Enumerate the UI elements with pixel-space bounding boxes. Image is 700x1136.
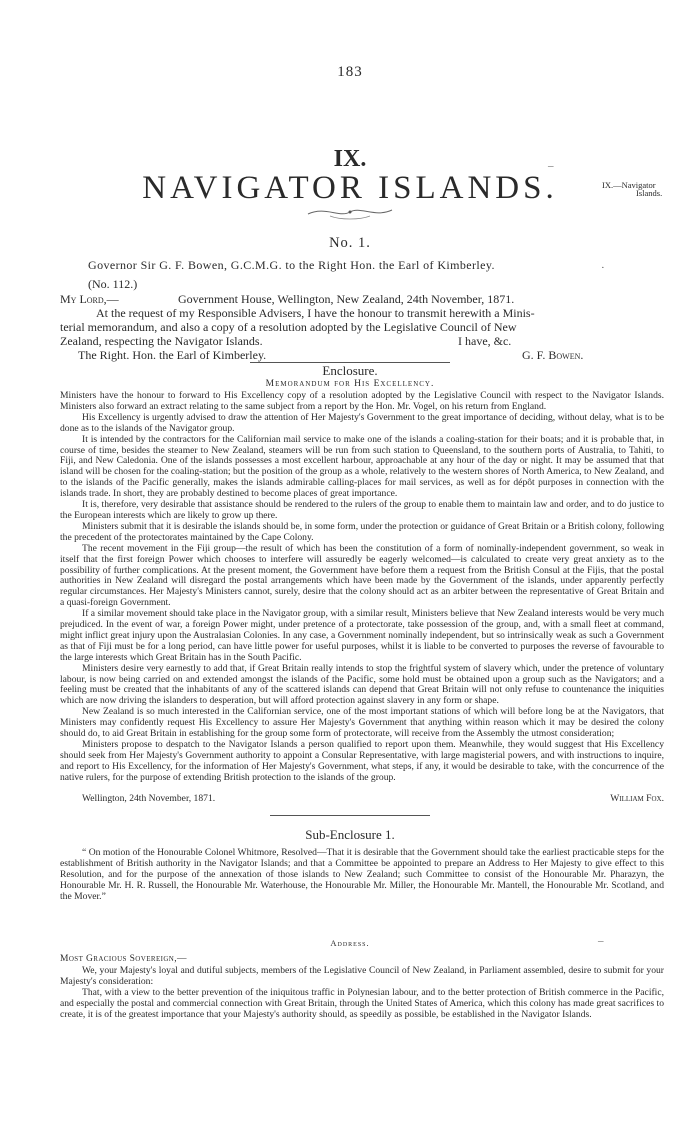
sub-enclosure-title: Sub-Enclosure 1.: [305, 827, 395, 842]
page-number: 183: [337, 64, 363, 80]
address-salutation: Most Gracious Sovereign,—: [60, 954, 187, 964]
memo-date: Wellington, 24th November, 1871.: [82, 793, 216, 804]
memo-paragraph: The recent movement in the Fiji group—the result of which has been the constitution of a form of nominally-independent government, so weak in itself that the first foreign Power which chooses to interfere will assuredly be eagerly welcomed—is calculated to create very great anxiety as to the possibility of further complications. At the present moment, the Government have before them a request from the British Consul at the Fijis, that the postal authorities in New Zealand will disregard the postal arrangements which have been made by the Government of the islands, under apparently perfectly regular circumstances. Her Majesty's Ministers cannot, surely, desire that the colony should act as an arbiter between the representative of Great Britain and a quasi-foreign Government.: [60, 542, 664, 609]
address-paragraph: We, your Majesty's loyal and dutiful subjects, members of the Legislative Council of New Zealand, in Parliament assembled, desire to submit for your Majesty's consideration:: [60, 965, 664, 987]
address-title: Address.: [330, 938, 370, 948]
address-body: [60, 966, 664, 1021]
letter-body-line-3: Zealand, respecting the Navigator Islands.: [60, 334, 263, 348]
letter-signature: G. F. Bowen.: [522, 348, 584, 362]
memo-paragraph: Ministers have the honour to forward to His Excellency copy of a resolution adopted by the Legislative Council with respect to the Navigator Islands. Ministers also forward an extract relating to the same subject from a report by the Hon. Mr. Vogel, on his return from England.: [60, 390, 664, 412]
memo-paragraph: Ministers submit that it is desirable the islands should be, in some form, under the protection or guidance of Great Britain or a British colony, following the precedent of the protectorates maintained by the Cape Colony.: [60, 520, 664, 543]
section-numeral: IX.: [333, 146, 367, 172]
memo-signature: William Fox.: [610, 793, 664, 804]
letter-number: No. 1.: [329, 235, 371, 251]
divider-rule: [270, 815, 430, 816]
memo-paragraph: New Zealand is so much interested in the Californian service, one of the most important stations of which will before long be at the Navigators, that Ministers may confidently request His Excellency to assure Her Majesty's Government that anything within reason which it may be desired the colony should do, to aid Great Britain in establishing for the group some form of protectorate, will receive from the Assembly the utmost consideration;: [60, 706, 664, 740]
memo-paragraph: Ministers desire very earnestly to add that, if Great Britain really intends to stop the frightful system of slavery which, under the pretence of voluntary labour, is now being carried on and extended amongst the islands of the Pacific, some hold must be obtained upon a group such as the Navigators; and a feeling must be created that the inhabitants of any of the scattered islands can depend that Great Britain will not only refuse to countenance the iniquities which are now driving the islanders to desperation, but will afford protection against slavery in any form or shape.: [60, 662, 664, 707]
memo-title: Memorandum for His Excellency.: [265, 379, 435, 389]
resolution-paragraph: “ On motion of the Honourable Colonel Whitmore, Resolved—That it is desirable that the Government should take the earliest practicable steps for the establishment of British authority in the Navigator Islands; and that a Committee be appointed to prepare an Address to Her Majesty to give effect to this Resolution, and for the purpose of the annexation of those islands to New Zealand; such Committee to consist of the Honourable Mr. Pharazyn, the Honourable Mr. H. R. Russell, the Honourable Mr. Waterhouse, the Honourable Mr. Miller, the Honourable Mr. Mantell, the Honourable Mr. Scotland, and the Mover.”: [60, 847, 664, 902]
letter-ref: (No. 112.): [88, 277, 138, 291]
memo-paragraph: It is intended by the contractors for the Californian mail service to make one of the islands a coaling-station for their boats; and it is probable that, in course of time, besides the steamer to New Zealand, steamers will be run from such station to Queensland, to the southern ports of Australia, to Tahiti, to Fiji, and New Caledonia. One of the islands possesses a most excellent harbour, approachable at any hour of the day or night. It may be assumed that that island will be chosen for the coaling-station; but the position of the group as a whole, relatively to the western shores of North America, to New Zealand, and to the islands of the Pacific generally, makes the islands admirable calling-places for mail services, as well as for dépôt purposes in connection with the islands trade. In short, they are probably destined to become places of great importance.: [60, 433, 664, 500]
section-title: NAVIGATOR ISLANDS.: [142, 170, 558, 206]
margin-note-line-1: IX.—Navigator: [602, 180, 656, 190]
letter-body-line-2: terial memorandum, and also a copy of a resolution adopted by the Legislative Council of New: [60, 320, 517, 334]
memorandum-body: [60, 391, 664, 784]
letter-salutation: My Lord,—: [60, 292, 119, 306]
memo-paragraph: Ministers propose to despatch to the Navigator Islands a person qualified to report upon them. Meanwhile, they would suggest that His Excellency should seek from Her Majesty's Government authority to appoint a Consular Representative, with large magisterial powers, and with instructions to inquire, and report to His Excellency, for the information of Her Majesty's Government, what steps, if any, it would be desirable to take, with the concurrence of the native rulers, for the purpose of extending British protection to the islands of the group.: [60, 739, 664, 783]
memo-paragraph: If a similar movement should take place in the Navigator group, with a similar result, Ministers believe that New Zealand interests would be very much prejudiced. In the event of war, a foreign Power might, under pretence of a protectorate, take possession of the group, and, with a small fleet at command, might inflict great injury upon the Australasian Colonies. In any case, a Government nominally independent, but so intrinsically weak as such a Government as that of Fiji must be for a long period, can have little power for useful purposes, whilst it is liable to be converted to purposes the reverse of favourable to the large interests which Great Britain has in the South Pacific.: [60, 608, 664, 663]
margin-mark-icon: ·: [601, 262, 605, 274]
memo-paragraph: It is, therefore, very desirable that assistance should be rendered to the rulers of the group to enable them to maintain law and order, and to do justice to the European interests which are likely to grow up there.: [60, 499, 664, 521]
letter-addressee: The Right. Hon. the Earl of Kimberley.: [78, 348, 267, 362]
letter-closing: I have, &c.: [458, 334, 512, 348]
enclosure-title: Enclosure.: [322, 363, 378, 378]
decorative-flourish-icon: [300, 202, 400, 222]
letter-heading: Governor Sir G. F. Bowen, G.C.M.G. to the Right Hon. the Earl of Kimberley.: [88, 258, 495, 272]
margin-note: [602, 181, 692, 197]
memo-signature-row: [60, 793, 664, 804]
resolution-body: [60, 848, 664, 903]
margin-mark-icon: –: [548, 160, 554, 172]
memo-paragraph: His Excellency is urgently advised to draw the attention of Her Majesty's Government to the great importance of deciding, without delay, what is to be done as to the islands of the Navigator group.: [60, 411, 664, 434]
margin-mark-icon: –: [598, 935, 604, 947]
address-paragraph: That, with a view to the better prevention of the iniquitous traffic in Polynesian labour, and to the better protection of British commerce in the Pacific, and especially the postal and commercial connection with Great Britain, through the United States of America, which this colony has made great sacrifices to create, it is of the greatest importance that your Majesty's authority should, as speedily as possible, be established in the Navigator Islands.: [60, 986, 664, 1020]
letter-body-line-1: At the request of my Responsible Advisers, I have the honour to transmit herewith a Minis-: [96, 306, 535, 320]
letter-place-date: Government House, Wellington, New Zealand, 24th November, 1871.: [178, 292, 515, 306]
margin-note-line-2: Islands.: [636, 188, 663, 198]
